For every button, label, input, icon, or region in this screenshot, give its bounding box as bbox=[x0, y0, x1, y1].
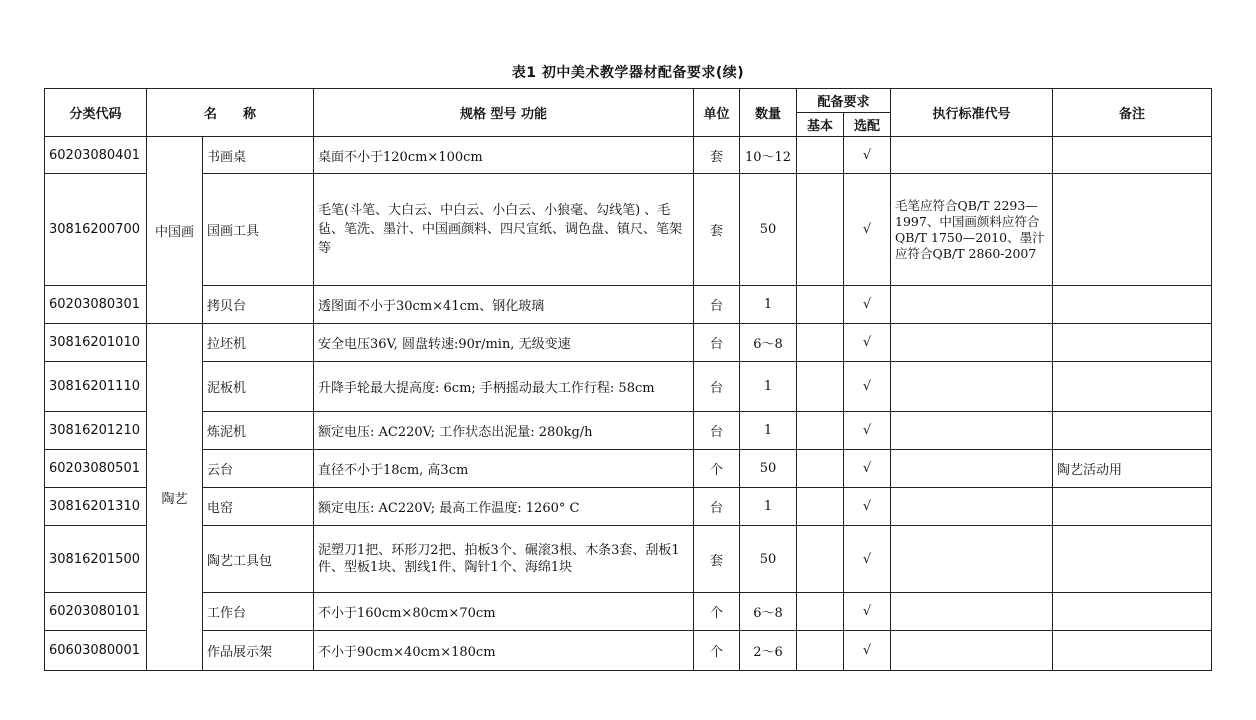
header-unit: 单位 bbox=[694, 89, 740, 137]
row-unit: 套 bbox=[694, 526, 740, 593]
row-standard bbox=[891, 526, 1053, 593]
row-optional: √ bbox=[844, 174, 891, 286]
row-name: 泥板机 bbox=[203, 362, 314, 412]
row-standard bbox=[891, 137, 1053, 174]
row-unit: 台 bbox=[694, 488, 740, 526]
row-code: 30816201310 bbox=[45, 488, 147, 526]
row-basic bbox=[797, 137, 844, 174]
row-standard: 毛笔应符合QB/T 2293—1997、中国画颜料应符合QB/T 1750—2010、墨汁应符合QB/T 2860-2007 bbox=[891, 174, 1053, 286]
row-remark bbox=[1053, 174, 1212, 286]
row-code: 60603080001 bbox=[45, 631, 147, 671]
row-qty: 6～8 bbox=[740, 593, 797, 631]
row-code: 30816201110 bbox=[45, 362, 147, 412]
row-code: 60203080501 bbox=[45, 450, 147, 488]
row-spec: 不小于90cm×40cm×180cm bbox=[314, 631, 694, 671]
row-optional: √ bbox=[844, 488, 891, 526]
row-name: 工作台 bbox=[203, 593, 314, 631]
row-code: 30816200700 bbox=[45, 174, 147, 286]
row-spec: 直径不小于18cm, 高3cm bbox=[314, 450, 694, 488]
header-standard: 执行标准代号 bbox=[891, 89, 1053, 137]
row-code: 30816201010 bbox=[45, 324, 147, 362]
row-standard bbox=[891, 450, 1053, 488]
row-basic bbox=[797, 324, 844, 362]
row-spec: 透图面不小于30cm×41cm、钢化玻璃 bbox=[314, 286, 694, 324]
row-unit: 套 bbox=[694, 137, 740, 174]
row-optional: √ bbox=[844, 286, 891, 324]
table-title: 表1 初中美术教学器材配备要求(续) bbox=[511, 65, 745, 81]
header-code: 分类代码 bbox=[45, 89, 147, 137]
table-row bbox=[45, 137, 1212, 174]
row-name: 电窑 bbox=[203, 488, 314, 526]
row-standard bbox=[891, 488, 1053, 526]
row-unit: 个 bbox=[694, 450, 740, 488]
table-row bbox=[45, 488, 1212, 526]
row-unit: 套 bbox=[694, 174, 740, 286]
row-spec: 额定电压: AC220V; 最高工作温度: 1260° C bbox=[314, 488, 694, 526]
row-optional: √ bbox=[844, 593, 891, 631]
row-basic bbox=[797, 450, 844, 488]
row-unit: 个 bbox=[694, 631, 740, 671]
row-name: 拷贝台 bbox=[203, 286, 314, 324]
header-qty: 数量 bbox=[740, 89, 797, 137]
header-basic: 基本 bbox=[797, 113, 844, 137]
row-basic bbox=[797, 631, 844, 671]
row-unit: 个 bbox=[694, 593, 740, 631]
row-name: 国画工具 bbox=[203, 174, 314, 286]
row-qty: 50 bbox=[740, 450, 797, 488]
row-spec: 泥塑刀1把、环形刀2把、拍板3个、碾滚3根、木条3套、刮板1件、型板1块、割线1件、陶针1个、海绵1块 bbox=[314, 526, 694, 593]
row-spec: 安全电压36V, 圆盘转速:90r/min, 无级变速 bbox=[314, 324, 694, 362]
row-qty: 50 bbox=[740, 174, 797, 286]
table-row bbox=[45, 286, 1212, 324]
row-standard bbox=[891, 286, 1053, 324]
table-row bbox=[45, 362, 1212, 412]
row-qty: 50 bbox=[740, 526, 797, 593]
header-remark: 备注 bbox=[1053, 89, 1212, 137]
row-name: 作品展示架 bbox=[203, 631, 314, 671]
row-basic bbox=[797, 593, 844, 631]
row-unit: 台 bbox=[694, 324, 740, 362]
row-spec: 不小于160cm×80cm×70cm bbox=[314, 593, 694, 631]
row-code: 60203080101 bbox=[45, 593, 147, 631]
row-remark bbox=[1053, 526, 1212, 593]
row-basic bbox=[797, 412, 844, 450]
row-remark bbox=[1053, 137, 1212, 174]
row-qty: 1 bbox=[740, 488, 797, 526]
row-spec: 升降手轮最大提高度: 6cm; 手柄摇动最大工作行程: 58cm bbox=[314, 362, 694, 412]
row-code: 30816201500 bbox=[45, 526, 147, 593]
row-optional: √ bbox=[844, 362, 891, 412]
row-optional: √ bbox=[844, 631, 891, 671]
row-name: 炼泥机 bbox=[203, 412, 314, 450]
row-qty: 1 bbox=[740, 362, 797, 412]
row-remark bbox=[1053, 488, 1212, 526]
header-name: 名 称 bbox=[147, 89, 314, 137]
header-spec: 规格 型号 功能 bbox=[314, 89, 694, 137]
category-chinese-painting: 中国画 bbox=[147, 137, 203, 324]
row-qty: 6～8 bbox=[740, 324, 797, 362]
table-row bbox=[45, 324, 1212, 362]
category-pottery: 陶艺 bbox=[147, 324, 203, 671]
row-standard bbox=[891, 412, 1053, 450]
row-name: 书画桌 bbox=[203, 137, 314, 174]
row-optional: √ bbox=[844, 526, 891, 593]
row-unit: 台 bbox=[694, 286, 740, 324]
row-remark bbox=[1053, 412, 1212, 450]
row-name: 云台 bbox=[203, 450, 314, 488]
row-remark bbox=[1053, 631, 1212, 671]
header-optional: 选配 bbox=[844, 113, 891, 137]
row-qty: 1 bbox=[740, 286, 797, 324]
table-row bbox=[45, 631, 1212, 671]
row-basic bbox=[797, 362, 844, 412]
row-unit: 台 bbox=[694, 362, 740, 412]
row-standard bbox=[891, 362, 1053, 412]
table-row bbox=[45, 450, 1212, 488]
row-remark bbox=[1053, 362, 1212, 412]
row-basic bbox=[797, 488, 844, 526]
row-optional: √ bbox=[844, 324, 891, 362]
row-basic bbox=[797, 286, 844, 324]
table-row bbox=[45, 412, 1212, 450]
table-row bbox=[45, 526, 1212, 593]
row-optional: √ bbox=[844, 412, 891, 450]
row-spec: 额定电压: AC220V; 工作状态出泥量: 280kg/h bbox=[314, 412, 694, 450]
table-row bbox=[45, 174, 1212, 286]
row-code: 60203080401 bbox=[45, 137, 147, 174]
row-name: 拉坯机 bbox=[203, 324, 314, 362]
row-code: 60203080301 bbox=[45, 286, 147, 324]
header-requirement: 配备要求 bbox=[797, 89, 891, 113]
table-row bbox=[45, 593, 1212, 631]
row-remark bbox=[1053, 593, 1212, 631]
row-remark bbox=[1053, 324, 1212, 362]
row-remark: 陶艺活动用 bbox=[1053, 450, 1212, 488]
row-qty: 10～12 bbox=[740, 137, 797, 174]
row-optional: √ bbox=[844, 450, 891, 488]
row-standard bbox=[891, 631, 1053, 671]
row-basic bbox=[797, 526, 844, 593]
row-qty: 1 bbox=[740, 412, 797, 450]
row-qty: 2～6 bbox=[740, 631, 797, 671]
row-standard bbox=[891, 593, 1053, 631]
row-name: 陶艺工具包 bbox=[203, 526, 314, 593]
row-remark bbox=[1053, 286, 1212, 324]
row-code: 30816201210 bbox=[45, 412, 147, 450]
row-basic bbox=[797, 174, 844, 286]
row-spec: 桌面不小于120cm×100cm bbox=[314, 137, 694, 174]
row-standard bbox=[891, 324, 1053, 362]
row-unit: 台 bbox=[694, 412, 740, 450]
equipment-table bbox=[44, 88, 1212, 671]
row-optional: √ bbox=[844, 137, 891, 174]
row-spec: 毛笔(斗笔、大白云、中白云、小白云、小狼毫、勾线笔) 、毛毡、笔洗、墨汁、中国画颜料、四尺宣纸、调色盘、镇尺、笔架等 bbox=[314, 174, 694, 286]
